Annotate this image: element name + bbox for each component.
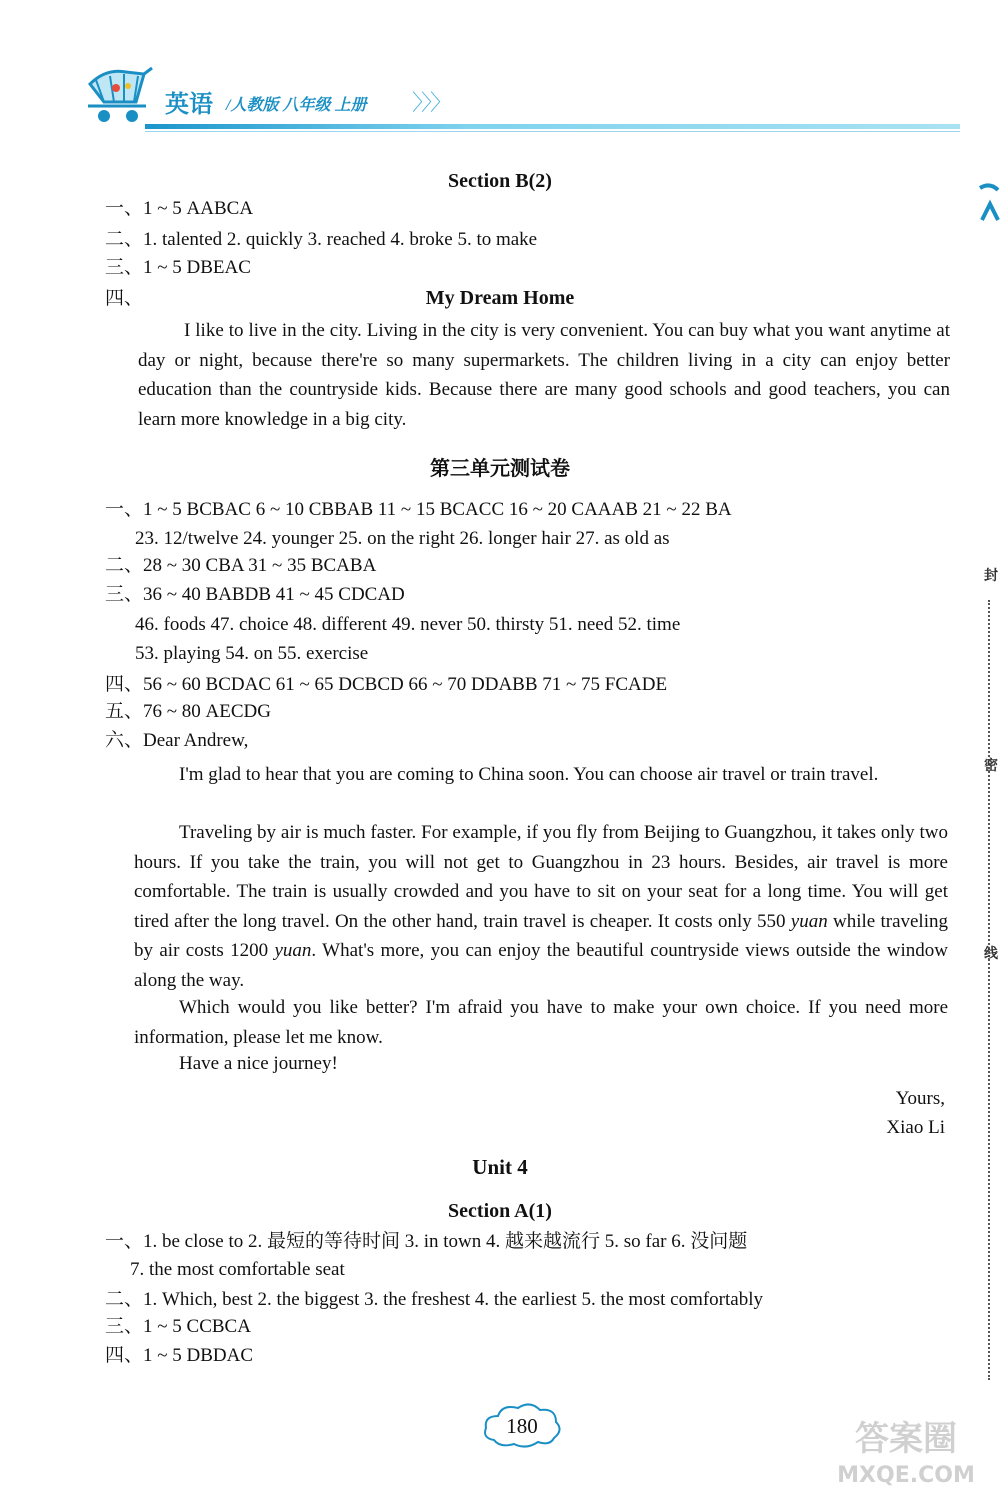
cart-logo-icon [86, 62, 156, 130]
header-rule [145, 124, 960, 129]
page-number: 180 [506, 1414, 538, 1438]
answer-line: 一、1. be close to 2. 最短的等待时间 3. in town 4. 越来越流行 5. so far 6. 没问题 [105, 1231, 748, 1252]
answer-line: 二、1. Which, best 2. the biggest 3. the freshest 4. the earliest 5. the most comfortably [105, 1289, 763, 1310]
answer-line: 三、1 ~ 5 DBEAC [105, 257, 251, 278]
watermark-text-url: MXQE.COM [837, 1463, 975, 1488]
edge-decoration-icon [976, 180, 1000, 230]
answer-line: 7. the most comfortable seat [130, 1259, 345, 1280]
unit3-test-title: 第三单元测试卷 [430, 456, 570, 480]
essay-body: I like to live in the city. Living in the city is very convenient. You can buy what you want anytime at day or night, because there're so many supermarkets. The children living in a city can enjoy better education than the countryside kids. Because there are many good schools and good teachers, you can learn more knowledge in a big city. [138, 320, 950, 430]
unit4-section-title: Section A(1) [448, 1200, 552, 1222]
answer-line: 三、1 ~ 5 CCBCA [105, 1316, 251, 1337]
chevron-right-icon: 〉〉〉 [412, 91, 451, 116]
letter-closing: Yours, [895, 1088, 945, 1109]
watermark-text-cn: 答案圈 [855, 1419, 957, 1459]
letter-paragraph: Have a nice journey! [179, 1053, 338, 1074]
answer-line: 二、28 ~ 30 CBA 31 ~ 35 BCABA [105, 555, 377, 576]
letter-text: . What's more, you can enjoy the beautiful countryside views outside the window along the way. [134, 940, 948, 991]
answer-line: 五、76 ~ 80 AECDG [105, 701, 271, 722]
letter-paragraph: I'm glad to hear that you are coming to China soon. You can choose air travel or train travel. [179, 764, 879, 785]
subject-title: 英语 [165, 90, 213, 118]
section-b2-title: Section B(2) [448, 170, 552, 192]
currency-word: yuan [274, 940, 312, 961]
answer-line: 四、56 ~ 60 BCDAC 61 ~ 65 DCBCD 66 ~ 70 DDABB 71 ~ 75 FCADE [105, 674, 668, 695]
letter-paragraph [134, 818, 948, 995]
answer-line: 53. playing 54. on 55. exercise [135, 643, 369, 664]
essay-title: My Dream Home [425, 287, 575, 309]
answer-line: 二、1. talented 2. quickly 3. reached 4. broke 5. to make [105, 229, 538, 250]
answer-line: 46. foods 47. choice 48. different 49. never 50. thirsty 51. need 52. time [135, 614, 681, 635]
letter-text: while traveling by air costs 1200 [134, 910, 948, 961]
edition-label: /人教版 八年级 上册 [226, 97, 367, 114]
page-header [0, 0, 1000, 150]
watermark-logo [820, 1410, 990, 1490]
letter-signature: Xiao Li [886, 1117, 945, 1138]
answer-line: 四、1 ~ 5 DBDAC [105, 1345, 254, 1366]
answer-line: 四、 [105, 288, 144, 309]
binding-line [988, 600, 990, 1380]
answer-line: 三、36 ~ 40 BABDB 41 ~ 45 CDCAD [105, 584, 405, 605]
edge-mark: 封 [984, 568, 998, 584]
letter-paragraph: Which would you like better? I'm afraid you have to make your own choice. If you need more information, please let me know. [134, 997, 948, 1048]
letter-greeting: 六、Dear Andrew, [105, 730, 249, 751]
header-rule-thin [145, 131, 960, 132]
edge-mark: 线 [984, 946, 998, 962]
answer-line: 一、1 ~ 5 AABCA [105, 198, 254, 219]
currency-word: yuan [790, 910, 828, 932]
answer-line: 23. 12/twelve 24. younger 25. on the right 26. longer hair 27. as old as [135, 528, 670, 549]
letter-text: Traveling by air is much faster. For example, if you fly from Beijing to Guangzhou, it takes only two hours. If you take the train, you will not get to Guangzhou in 23 hours. Besides, air travel is more comfortable. The train is usually crowded and you have to sit on your seat for a long time. You will get tired after the long travel. On the other hand, train travel is cheaper. It costs only 550 [134, 822, 948, 932]
unit4-title: Unit 4 [472, 1155, 528, 1179]
answer-line: 一、1 ~ 5 BCBAC 6 ~ 10 CBBAB 11 ~ 15 BCACC 16 ~ 20 CAAAB 21 ~ 22 BA [105, 499, 732, 520]
edge-mark: 密 [984, 758, 998, 774]
